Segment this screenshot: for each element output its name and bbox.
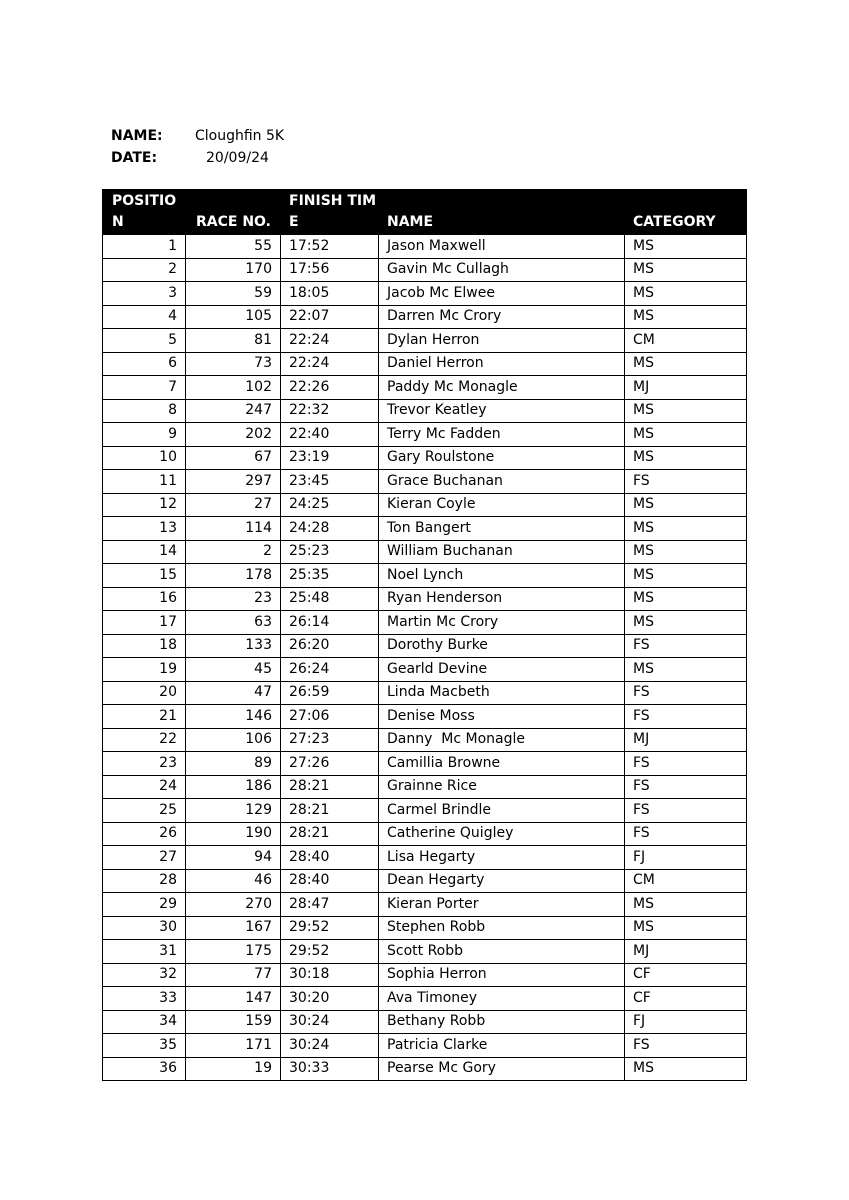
- table-row: [103, 799, 747, 823]
- runner-name-cell: Ton Bangert: [379, 517, 625, 541]
- runner-name-cell: Sophia Herron: [379, 963, 625, 987]
- category-cell: FS: [625, 681, 747, 705]
- race-number-cell: 105: [186, 305, 281, 329]
- position-cell: 30: [103, 916, 186, 940]
- column-header-finish-time: FINISH TIME: [281, 190, 379, 235]
- race-name-label: NAME:: [111, 128, 163, 144]
- table-row: [103, 634, 747, 658]
- race-number-cell: 23: [186, 587, 281, 611]
- runner-name-cell: Camillia Browne: [379, 752, 625, 776]
- category-cell: FS: [625, 470, 747, 494]
- finish-time-cell: 17:56: [281, 258, 379, 282]
- category-cell: CF: [625, 987, 747, 1011]
- runner-name-cell: Scott Robb: [379, 940, 625, 964]
- table-row: [103, 681, 747, 705]
- finish-time-cell: 25:48: [281, 587, 379, 611]
- runner-name-cell: Ryan Henderson: [379, 587, 625, 611]
- position-cell: 15: [103, 564, 186, 588]
- table-row: [103, 1034, 747, 1058]
- runner-name-cell: Jason Maxwell: [379, 235, 625, 259]
- race-date-label: DATE:: [111, 150, 158, 166]
- category-cell: CM: [625, 869, 747, 893]
- table-row: [103, 564, 747, 588]
- position-cell: 16: [103, 587, 186, 611]
- runner-name-cell: Pearse Mc Gory: [379, 1057, 625, 1081]
- category-cell: MS: [625, 540, 747, 564]
- table-row: [103, 987, 747, 1011]
- table-row: [103, 822, 747, 846]
- finish-time-cell: 24:28: [281, 517, 379, 541]
- runner-name-cell: Trevor Keatley: [379, 399, 625, 423]
- runner-name-cell: Kieran Porter: [379, 893, 625, 917]
- finish-time-cell: 28:40: [281, 846, 379, 870]
- category-cell: MS: [625, 258, 747, 282]
- category-cell: MS: [625, 658, 747, 682]
- race-number-cell: 170: [186, 258, 281, 282]
- results-table: [102, 189, 747, 1081]
- runner-name-cell: Danny Mc Monagle: [379, 728, 625, 752]
- position-cell: 27: [103, 846, 186, 870]
- table-row: [103, 705, 747, 729]
- column-header-position: POSITION: [103, 190, 186, 235]
- race-number-cell: 159: [186, 1010, 281, 1034]
- position-cell: 36: [103, 1057, 186, 1081]
- finish-time-cell: 27:26: [281, 752, 379, 776]
- table-row: [103, 752, 747, 776]
- table-row: [103, 258, 747, 282]
- table-row: [103, 446, 747, 470]
- table-row: [103, 329, 747, 353]
- category-cell: FS: [625, 822, 747, 846]
- table-row: [103, 517, 747, 541]
- position-cell: 8: [103, 399, 186, 423]
- finish-time-cell: 26:14: [281, 611, 379, 635]
- runner-name-cell: Dylan Herron: [379, 329, 625, 353]
- race-number-cell: 147: [186, 987, 281, 1011]
- category-cell: MJ: [625, 376, 747, 400]
- finish-time-cell: 25:35: [281, 564, 379, 588]
- category-cell: FS: [625, 752, 747, 776]
- category-cell: MS: [625, 282, 747, 306]
- runner-name-cell: Gavin Mc Cullagh: [379, 258, 625, 282]
- race-number-cell: 19: [186, 1057, 281, 1081]
- table-row: [103, 869, 747, 893]
- table-row: [103, 775, 747, 799]
- position-cell: 10: [103, 446, 186, 470]
- position-cell: 29: [103, 893, 186, 917]
- race-number-cell: 146: [186, 705, 281, 729]
- position-cell: 24: [103, 775, 186, 799]
- position-cell: 18: [103, 634, 186, 658]
- finish-time-cell: 27:06: [281, 705, 379, 729]
- race-date-value: 20/09/24: [206, 150, 269, 166]
- position-cell: 21: [103, 705, 186, 729]
- race-number-cell: 67: [186, 446, 281, 470]
- runner-name-cell: Noel Lynch: [379, 564, 625, 588]
- finish-time-cell: 18:05: [281, 282, 379, 306]
- position-cell: 4: [103, 305, 186, 329]
- position-cell: 26: [103, 822, 186, 846]
- category-cell: MS: [625, 893, 747, 917]
- category-cell: MS: [625, 235, 747, 259]
- finish-time-cell: 29:52: [281, 940, 379, 964]
- runner-name-cell: Lisa Hegarty: [379, 846, 625, 870]
- column-header-category: CATEGORY: [625, 190, 747, 235]
- table-row: [103, 916, 747, 940]
- position-cell: 33: [103, 987, 186, 1011]
- position-cell: 23: [103, 752, 186, 776]
- runner-name-cell: Denise Moss: [379, 705, 625, 729]
- race-name-value: Cloughfin 5K: [195, 128, 285, 144]
- finish-time-cell: 22:07: [281, 305, 379, 329]
- position-cell: 32: [103, 963, 186, 987]
- finish-time-cell: 23:45: [281, 470, 379, 494]
- category-cell: MS: [625, 587, 747, 611]
- position-cell: 17: [103, 611, 186, 635]
- finish-time-cell: 22:24: [281, 352, 379, 376]
- category-cell: MS: [625, 517, 747, 541]
- table-row: [103, 282, 747, 306]
- table-row: [103, 611, 747, 635]
- category-cell: MS: [625, 352, 747, 376]
- table-row: [103, 305, 747, 329]
- table-row: [103, 399, 747, 423]
- finish-time-cell: 22:32: [281, 399, 379, 423]
- position-cell: 28: [103, 869, 186, 893]
- table-row: [103, 235, 747, 259]
- race-number-cell: 297: [186, 470, 281, 494]
- runner-name-cell: Catherine Quigley: [379, 822, 625, 846]
- runner-name-cell: William Buchanan: [379, 540, 625, 564]
- race-number-cell: 45: [186, 658, 281, 682]
- runner-name-cell: Paddy Mc Monagle: [379, 376, 625, 400]
- runner-name-cell: Bethany Robb: [379, 1010, 625, 1034]
- category-cell: MS: [625, 1057, 747, 1081]
- finish-time-cell: 23:19: [281, 446, 379, 470]
- category-cell: FJ: [625, 846, 747, 870]
- category-cell: MS: [625, 399, 747, 423]
- table-row: [103, 1057, 747, 1081]
- race-number-cell: 63: [186, 611, 281, 635]
- race-number-cell: 73: [186, 352, 281, 376]
- category-cell: MS: [625, 564, 747, 588]
- finish-time-cell: 22:24: [281, 329, 379, 353]
- finish-time-cell: 28:21: [281, 822, 379, 846]
- race-number-cell: 171: [186, 1034, 281, 1058]
- finish-time-cell: 25:23: [281, 540, 379, 564]
- table-row: [103, 376, 747, 400]
- race-number-cell: 106: [186, 728, 281, 752]
- category-cell: MJ: [625, 940, 747, 964]
- runner-name-cell: Grace Buchanan: [379, 470, 625, 494]
- position-cell: 14: [103, 540, 186, 564]
- category-cell: CF: [625, 963, 747, 987]
- table-row: [103, 658, 747, 682]
- race-number-cell: 247: [186, 399, 281, 423]
- position-cell: 3: [103, 282, 186, 306]
- position-cell: 7: [103, 376, 186, 400]
- race-number-cell: 2: [186, 540, 281, 564]
- finish-time-cell: 26:59: [281, 681, 379, 705]
- race-number-cell: 27: [186, 493, 281, 517]
- position-cell: 19: [103, 658, 186, 682]
- runner-name-cell: Dean Hegarty: [379, 869, 625, 893]
- race-number-cell: 167: [186, 916, 281, 940]
- table-row: [103, 728, 747, 752]
- category-cell: FJ: [625, 1010, 747, 1034]
- race-number-cell: 129: [186, 799, 281, 823]
- runner-name-cell: Gearld Devine: [379, 658, 625, 682]
- category-cell: FS: [625, 775, 747, 799]
- runner-name-cell: Gary Roulstone: [379, 446, 625, 470]
- finish-time-cell: 28:47: [281, 893, 379, 917]
- table-row: [103, 963, 747, 987]
- position-cell: 12: [103, 493, 186, 517]
- finish-time-cell: 30:20: [281, 987, 379, 1011]
- race-number-cell: 175: [186, 940, 281, 964]
- position-cell: 31: [103, 940, 186, 964]
- finish-time-cell: 28:21: [281, 775, 379, 799]
- category-cell: MS: [625, 493, 747, 517]
- table-row: [103, 893, 747, 917]
- runner-name-cell: Kieran Coyle: [379, 493, 625, 517]
- finish-time-cell: 26:24: [281, 658, 379, 682]
- results-header: [103, 190, 747, 235]
- table-row: [103, 846, 747, 870]
- runner-name-cell: Jacob Mc Elwee: [379, 282, 625, 306]
- table-row: [103, 493, 747, 517]
- finish-time-cell: 28:21: [281, 799, 379, 823]
- race-number-cell: 114: [186, 517, 281, 541]
- category-cell: MS: [625, 916, 747, 940]
- runner-name-cell: Grainne Rice: [379, 775, 625, 799]
- table-row: [103, 352, 747, 376]
- finish-time-cell: 22:26: [281, 376, 379, 400]
- position-cell: 9: [103, 423, 186, 447]
- category-cell: MS: [625, 423, 747, 447]
- table-row: [103, 940, 747, 964]
- position-cell: 1: [103, 235, 186, 259]
- finish-time-cell: 17:52: [281, 235, 379, 259]
- position-cell: 6: [103, 352, 186, 376]
- race-number-cell: 178: [186, 564, 281, 588]
- position-cell: 20: [103, 681, 186, 705]
- runner-name-cell: Ava Timoney: [379, 987, 625, 1011]
- race-number-cell: 190: [186, 822, 281, 846]
- finish-time-cell: 30:24: [281, 1010, 379, 1034]
- runner-name-cell: Patricia Clarke: [379, 1034, 625, 1058]
- race-number-cell: 186: [186, 775, 281, 799]
- race-number-cell: 47: [186, 681, 281, 705]
- race-number-cell: 102: [186, 376, 281, 400]
- position-cell: 25: [103, 799, 186, 823]
- position-cell: 11: [103, 470, 186, 494]
- runner-name-cell: Carmel Brindle: [379, 799, 625, 823]
- finish-time-cell: 26:20: [281, 634, 379, 658]
- header-row: [103, 190, 747, 235]
- table-row: [103, 423, 747, 447]
- category-cell: FS: [625, 634, 747, 658]
- race-number-cell: 59: [186, 282, 281, 306]
- position-cell: 5: [103, 329, 186, 353]
- race-number-cell: 94: [186, 846, 281, 870]
- finish-time-cell: 29:52: [281, 916, 379, 940]
- position-cell: 34: [103, 1010, 186, 1034]
- category-cell: MS: [625, 611, 747, 635]
- runner-name-cell: Dorothy Burke: [379, 634, 625, 658]
- finish-time-cell: 30:24: [281, 1034, 379, 1058]
- runner-name-cell: Terry Mc Fadden: [379, 423, 625, 447]
- table-row: [103, 540, 747, 564]
- position-cell: 22: [103, 728, 186, 752]
- category-cell: CM: [625, 329, 747, 353]
- table-row: [103, 470, 747, 494]
- finish-time-cell: 22:40: [281, 423, 379, 447]
- column-header-name: NAME: [379, 190, 625, 235]
- column-header-race-no: RACE NO.: [186, 190, 281, 235]
- finish-time-cell: 27:23: [281, 728, 379, 752]
- results-body: [103, 235, 747, 1081]
- runner-name-cell: Linda Macbeth: [379, 681, 625, 705]
- race-number-cell: 77: [186, 963, 281, 987]
- race-info: [111, 125, 284, 169]
- table-row: [103, 587, 747, 611]
- position-cell: 2: [103, 258, 186, 282]
- race-number-cell: 89: [186, 752, 281, 776]
- table-row: [103, 1010, 747, 1034]
- category-cell: MS: [625, 446, 747, 470]
- race-name-row: [111, 125, 284, 147]
- race-number-cell: 133: [186, 634, 281, 658]
- runner-name-cell: Stephen Robb: [379, 916, 625, 940]
- race-number-cell: 270: [186, 893, 281, 917]
- category-cell: FS: [625, 799, 747, 823]
- category-cell: MJ: [625, 728, 747, 752]
- race-number-cell: 202: [186, 423, 281, 447]
- finish-time-cell: 28:40: [281, 869, 379, 893]
- category-cell: FS: [625, 1034, 747, 1058]
- runner-name-cell: Daniel Herron: [379, 352, 625, 376]
- race-number-cell: 81: [186, 329, 281, 353]
- category-cell: MS: [625, 305, 747, 329]
- finish-time-cell: 24:25: [281, 493, 379, 517]
- race-date-row: [111, 147, 284, 169]
- finish-time-cell: 30:33: [281, 1057, 379, 1081]
- position-cell: 35: [103, 1034, 186, 1058]
- race-number-cell: 46: [186, 869, 281, 893]
- category-cell: FS: [625, 705, 747, 729]
- runner-name-cell: Martin Mc Crory: [379, 611, 625, 635]
- finish-time-cell: 30:18: [281, 963, 379, 987]
- runner-name-cell: Darren Mc Crory: [379, 305, 625, 329]
- position-cell: 13: [103, 517, 186, 541]
- race-number-cell: 55: [186, 235, 281, 259]
